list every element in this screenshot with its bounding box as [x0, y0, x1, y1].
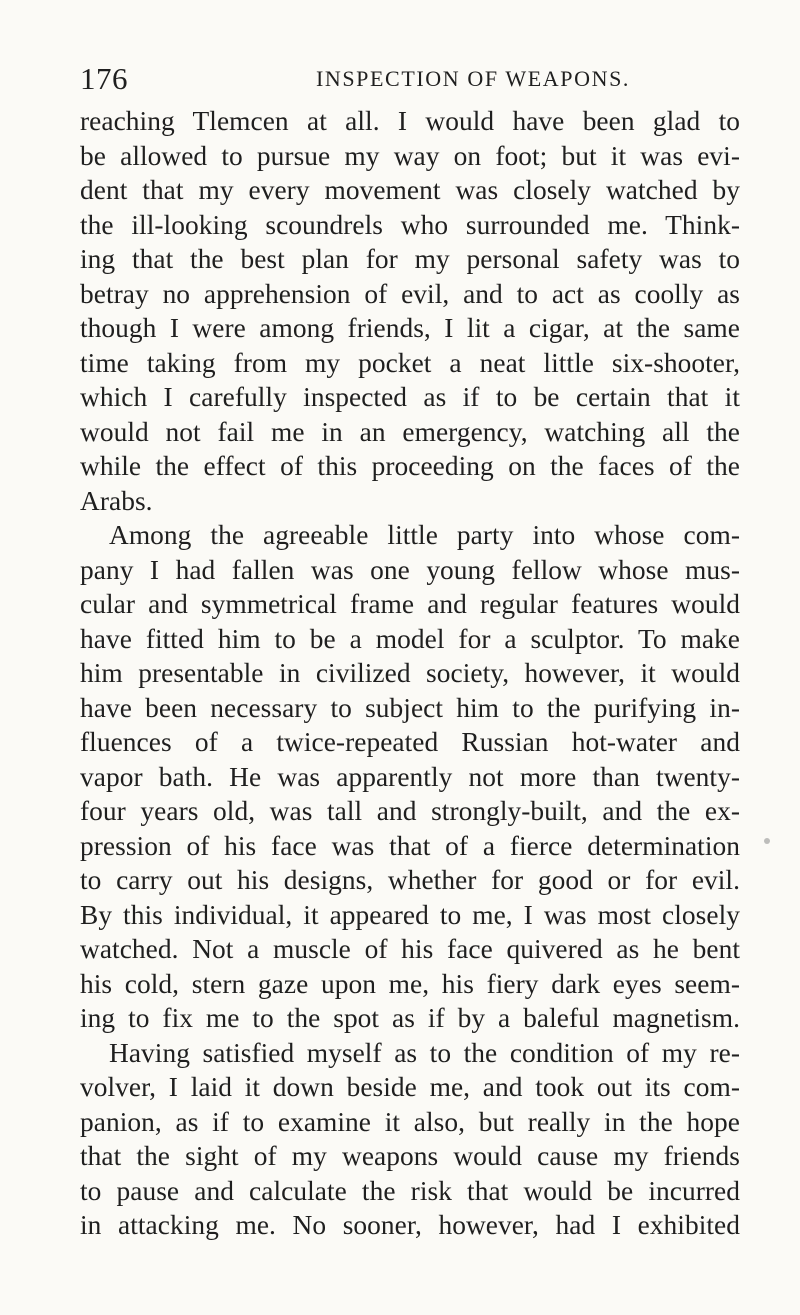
- text-line: his cold, stern gaze upon me, his fiery dark eyes seem-: [80, 968, 740, 999]
- text-line: betray no apprehension of evil, and to act as coolly as: [80, 278, 740, 309]
- text-line: four years old, was tall and strongly-built, and the ex-: [80, 796, 740, 826]
- text-line: ing that the best plan for my personal safety was to: [80, 244, 740, 274]
- text-line: which I carefully inspected as if to be certain that it: [80, 382, 740, 412]
- body-text: [80, 104, 740, 1243]
- text-line: reaching Tlemcen at all. I would have been glad to: [80, 106, 740, 136]
- text-line: time taking from my pocket a neat little six-shooter,: [80, 347, 740, 378]
- text-line: Arabs.: [80, 485, 153, 516]
- text-line: volver, I laid it down beside me, and took out its com-: [80, 1072, 740, 1102]
- text-line: would not fail me in an emergency, watching all the: [80, 416, 740, 447]
- text-line: pression of his face was that of a fierce determination: [80, 830, 740, 861]
- text-line: to carry out his designs, whether for good or for evil.: [80, 865, 740, 895]
- text-line: panion, as if to examine it also, but really in the hope: [80, 1106, 740, 1137]
- text-line: the ill-looking scoundrels who surrounded me. Think-: [80, 209, 740, 240]
- text-line: Having satisfied myself as to the condition of my re-: [109, 1037, 740, 1068]
- text-line: Among the agreeable little party into whose com-: [109, 520, 740, 550]
- text-line: dent that my every movement was closely watched by: [80, 175, 740, 205]
- page-header: [80, 62, 720, 96]
- scan-speck: [764, 838, 770, 844]
- text-line: fluences of a twice-repeated Russian hot-water and: [80, 727, 740, 757]
- page-number: 176: [80, 61, 128, 96]
- text-line: while the effect of this proceeding on the faces of the: [80, 451, 740, 481]
- text-line: vapor bath. He was apparently not more than twenty-: [80, 761, 740, 792]
- text-line: By this individual, it appeared to me, I was most closely: [80, 899, 740, 930]
- text-line: to pause and calculate the risk that would be incurred: [80, 1175, 740, 1206]
- text-line: pany I had fallen was one young fellow whose mus-: [80, 554, 740, 585]
- text-line: have been necessary to subject him to the purifying in-: [80, 692, 740, 723]
- text-line: be allowed to pursue my way on foot; but it was evi-: [80, 140, 740, 171]
- running-head: INSPECTION OF WEAPONS.: [315, 66, 631, 91]
- text-line: have fitted him to be a model for a sculptor. To make: [80, 623, 740, 654]
- text-line: watched. Not a muscle of his face quivered as he bent: [80, 934, 740, 964]
- text-line: though I were among friends, I lit a cigar, at the same: [80, 313, 740, 343]
- text-line: in attacking me. No sooner, however, had I exhibited: [80, 1210, 740, 1240]
- text-line: that the sight of my weapons would cause my friends: [80, 1141, 740, 1171]
- text-line: him presentable in civilized society, however, it would: [80, 658, 740, 688]
- text-line: cular and symmetrical frame and regular features would: [80, 589, 740, 619]
- text-line: ing to fix me to the spot as if by a baleful magnetism.: [80, 1003, 740, 1033]
